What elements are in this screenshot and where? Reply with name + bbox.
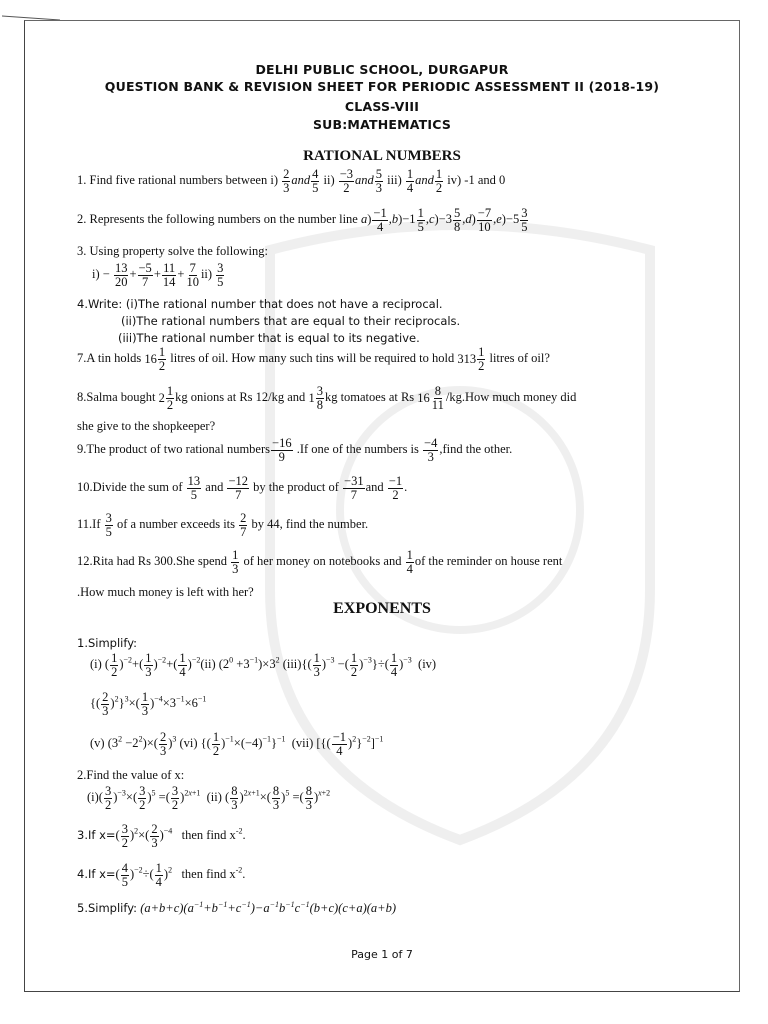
period: . bbox=[242, 866, 246, 881]
question-10-text-c: by the product of bbox=[253, 479, 339, 494]
part-i: i) − bbox=[92, 266, 110, 281]
question-4-iii: (iii)The rational number that is equal to its negative. bbox=[118, 331, 420, 345]
question-7: 7.A tin holds 16 $\frac{1}{2}$ litres of oil. How many such tins will be required to hold 313 $\frac{1}{2}$ litres of oil? bbox=[77, 345, 550, 373]
question-11: 11.If $\frac{3}{5}$ of a number exceeds its $\frac{2}{7}$ by 44, find the number. bbox=[77, 511, 369, 539]
question-12-text-b: of her money on notebooks and bbox=[243, 553, 402, 568]
question-3-lead: 3.If x= bbox=[77, 827, 116, 842]
and-word: and bbox=[365, 479, 384, 494]
exponents-question-1-parts-a: (i) ( $\frac{1}{2}$ )$^{-2}$+( $\frac{1}{3}$ )$^{-2}$+( $\frac{1}{4}$ )$^{-2}$(ii) $(2^0 +3^{-1})\times 3^2$ (iii){( $\frac{1}{3}$ )$^{-3}$ −( $\frac{1}{2}$ )$^{-3}$}÷( $\frac{1}{4}$ )$^{-3}$ (iv) bbox=[90, 651, 437, 679]
question-12-text-c: of the reminder on house rent bbox=[414, 553, 563, 568]
question-12: 12.Rita had Rs 300.She spend $\frac{1}{3}$ of her money on notebooks and $\frac{1}{4}$ of the reminder on house rent bbox=[77, 548, 563, 576]
and-word: and bbox=[415, 172, 434, 187]
class-label: CLASS-VIII bbox=[344, 99, 420, 114]
school-name: DELHI PUBLIC SCHOOL, DURGAPUR bbox=[255, 62, 509, 77]
exponents-question-5: 5.Simplify: $(a+b+c)(a^{-1}+b^{-1}+c^{-1})-a^{-1}b^{-1}c^{-1}(b+c)(c+a)(a+b)$ bbox=[77, 900, 397, 916]
question-11-text-b: of a number exceeds its bbox=[117, 516, 236, 531]
section-title-exponents: EXPONENTS bbox=[333, 600, 431, 617]
question-9-text-c: ,find the other. bbox=[439, 441, 513, 456]
question-8-text-c: kg tomatoes at Rs bbox=[324, 389, 415, 404]
exponents-question-1-parts-b: {( $\frac{2}{3}$ )$^2$}$^3$×( $\frac{1}{3}$ )$^{-4}\times 3^{-1}\times 6^{-1}$ bbox=[90, 690, 207, 718]
question-5-lead: 5.Simplify: bbox=[77, 901, 138, 916]
exponents-question-4: 4.If x=( $\frac{4}{5}$ )$^{-2}$÷( $\frac{1}{4}$ )$^2$ then find $x^{-2}$. bbox=[77, 861, 246, 889]
question-11-text-a: 11.If bbox=[77, 516, 101, 531]
question-1: 1. Find five rational numbers between i) $\frac{2}{3}$ and $\frac{4}{5}$ ii) $\frac{-3}{2}$ and $\frac{5}{3}$ iii) $\frac{1}{4}$ and $\frac{1}{2}$ iv) -1 and 0 bbox=[77, 167, 506, 195]
question-8-text-b: kg onions at Rs 12/kg and bbox=[175, 389, 306, 404]
question-3-tail: then find x bbox=[181, 827, 236, 842]
exponents-question-1-parts-c: (v) $(3^2 -2^2)\times$( $\frac{2}{3}$ )$^3$ (vi) {( $\frac{1}{2}$ )$^{-1}\times(-4)^{-1}\}^{-1}$ (vii) [{( $\frac{-1}{4}$ )$^2$}$^{-2}$]$^{-1}$ bbox=[90, 730, 384, 758]
and-word: and bbox=[205, 479, 224, 494]
question-3: 3. Using property solve the following: bbox=[77, 244, 268, 258]
exponents-question-2: 2.Find the value of x: bbox=[77, 768, 185, 782]
question-10-text-a: 10.Divide the sum of bbox=[77, 479, 183, 494]
period: . bbox=[242, 827, 246, 842]
and-word: and bbox=[291, 172, 311, 187]
question-8: 8.Salma bought 2 $\frac{1}{2}$ kg onions at Rs 12/kg and 1 $\frac{3}{8}$ kg tomatoes at Rs 16 $\frac{8}{11}$ /kg.How much money did bbox=[77, 384, 577, 412]
section-title-rational: RATIONAL NUMBERS bbox=[303, 148, 461, 164]
question-9-text-b: .If one of the numbers is bbox=[296, 441, 419, 456]
question-8-text-a: 8.Salma bought bbox=[77, 389, 156, 404]
part-iii: iii) bbox=[387, 172, 402, 187]
question-4-i: 4.Write: (i)The rational number that does not have a reciprocal. bbox=[77, 297, 443, 311]
question-1-text: 1. Find five rational numbers between i) bbox=[77, 172, 278, 187]
question-7-text-b: litres of oil. How many such tins will be required to hold bbox=[170, 350, 455, 365]
question-4-tail: then find x bbox=[181, 866, 236, 881]
exponent: -2 bbox=[235, 865, 243, 875]
question-8-continued: she give to the shopkeeper? bbox=[77, 419, 216, 433]
question-7-text-c: litres of oil? bbox=[489, 350, 550, 365]
exponents-question-3: 3.If x=( $\frac{3}{2}$ )$^2$×( $\frac{2}{3}$ )$^{-4}$ then find $x^{-2}$. bbox=[77, 822, 246, 850]
part-ii: ii) bbox=[200, 266, 213, 281]
sheet-title: QUESTION BANK & REVISION SHEET FOR PERIODIC ASSESSMENT II (2018-19) bbox=[104, 79, 660, 94]
question-12-text-a: 12.Rita had Rs 300.She spend bbox=[77, 553, 227, 568]
question-4-lead: 4.If x= bbox=[77, 866, 116, 881]
question-12-continued: .How much money is left with her? bbox=[77, 585, 254, 599]
exponent: -2 bbox=[235, 826, 243, 836]
part-iv: iv) -1 and 0 bbox=[447, 172, 506, 187]
question-8-text-d: /kg.How much money did bbox=[445, 389, 577, 404]
question-2: 2. Represents the following numbers on the number line a) $\frac{-1}{4}$ ,b)−1 $\frac{1}{5}$ ,c)−3 $\frac{5}{8}$ ,d) $\frac{-7}{10}$ ,e)−5 $\frac{3}{5}$ bbox=[77, 206, 528, 234]
question-10: 10.Divide the sum of $\frac{13}{5}$ and $\frac{-12}{7}$ by the product of $\frac{-31}{7}$ and $\frac{-1}{2}$ . bbox=[77, 474, 408, 502]
page-number: Page 1 of 7 bbox=[351, 948, 413, 961]
exponents-question-1: 1.Simplify: bbox=[77, 636, 138, 650]
question-9: 9.The product of two rational numbers $\frac{-16}{9}$ .If one of the numbers is $\frac{-4}{3}$ ,find the other. bbox=[77, 436, 513, 464]
exponents-question-2-parts: (i)( $\frac{3}{2}$ )$^{-3}$×( $\frac{3}{2}$ )$^5$ =( $\frac{3}{2}$ )$^{2x+1}$ (ii) ( $\frac{8}{3}$ )$^{2x+1}$×( $\frac{8}{3}$ )$^5$ =( $\frac{8}{3}$ )$^{x+2}$ bbox=[87, 784, 331, 812]
question-7-text-a: 7.A tin holds bbox=[77, 350, 142, 365]
question-3-expression: i) − $\frac{13}{20}$ + $\frac{-5}{7}$ + $\frac{11}{14}$ + $\frac{7}{10}$ ii) $\frac{3}{5}$ bbox=[92, 261, 224, 289]
question-9-text-a: 9.The product of two rational numbers bbox=[77, 441, 271, 456]
subject-label: SUB:MATHEMATICS bbox=[312, 117, 452, 132]
part-ii: ii) bbox=[323, 172, 335, 187]
question-11-text-c: by 44, find the number. bbox=[251, 516, 369, 531]
question-4-ii: (ii)The rational numbers that are equal to their reciprocals. bbox=[121, 314, 461, 328]
question-2-text: 2. Represents the following numbers on the number line bbox=[77, 211, 358, 226]
and-word: and bbox=[355, 172, 374, 187]
